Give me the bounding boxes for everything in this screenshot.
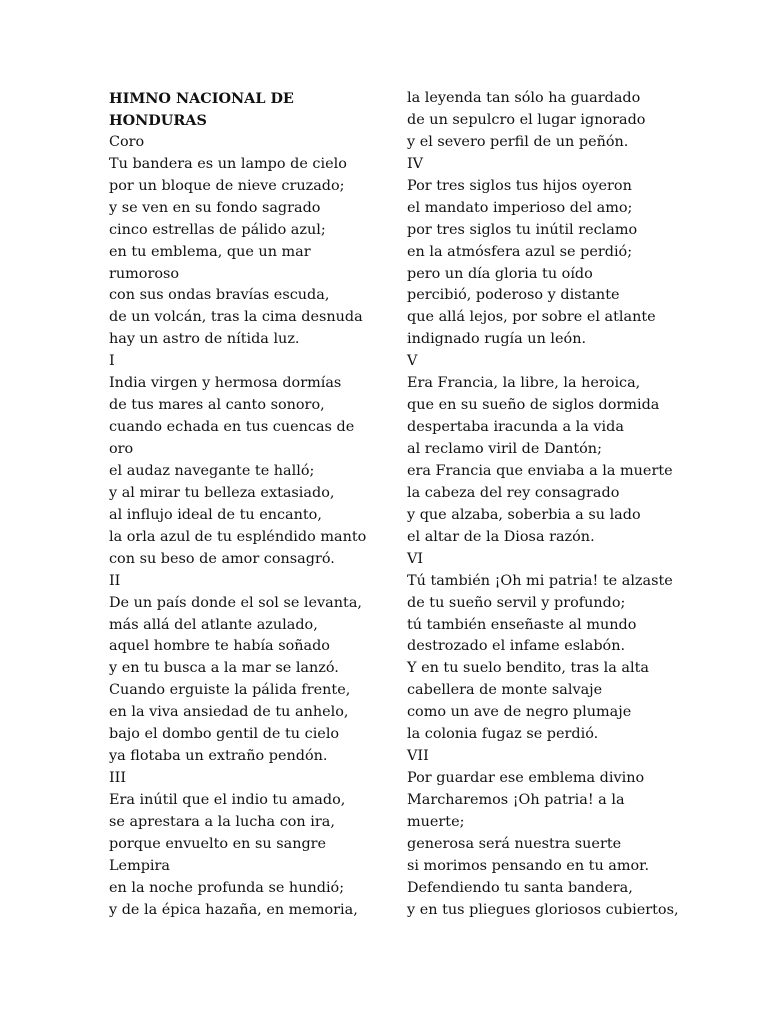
verse-line: y en tus pliegues gloriosos cubiertos, [407,901,679,918]
verse-line: al influjo ideal de tu encanto, [109,506,322,523]
verse-line: que allá lejos, por sobre el atlante [407,309,656,326]
verse-line: Cuando erguiste la pálida frente, [109,682,351,699]
verse-line: percibió, poderoso y distante [407,287,620,304]
verse-line: Y en tu suelo bendito, tras la alta [407,660,649,677]
verse-line: tú también enseñaste al mundo [407,616,637,633]
verse-line: y se ven en su fondo sagrado [109,199,321,216]
verse-line: Lempira [109,857,170,874]
verse-line: Tú también ¡Oh mi patria! te alzaste [407,572,673,589]
verse-line: y de la épica hazaña, en memoria, [109,901,358,918]
verse-line: la orla azul de tu espléndido manto [109,528,367,545]
verse-line: aquel hombre te había soñado [109,638,330,655]
verse-line: de tus mares al canto sonoro, [109,397,325,414]
verse-line: V [407,353,418,370]
verse-line: el altar de la Diosa razón. [407,528,595,545]
verse-line: la leyenda tan sólo ha guardado [407,90,641,106]
verse-line: pero un día gloria tu oído [407,265,593,282]
verse-line: y que alzaba, soberbia a su lado [407,506,641,523]
verse-line: VII [407,748,429,765]
verse-line: VI [407,550,424,567]
verse-line: rumoroso [109,265,180,282]
verse-line: cinco estrellas de pálido azul; [109,221,326,238]
verse-line: despertaba iracunda a la vida [407,419,624,436]
verse-line: como un ave de negro plumaje [407,704,632,721]
verse-line: oro [109,441,134,458]
verse-line: Defendiendo tu santa bandera, [407,879,633,896]
verse-line: si morimos pensando en tu amor. [407,857,650,874]
verse-line: Tu bandera es un lampo de cielo [109,155,347,172]
verse-line: muerte; [407,813,465,830]
verse-line: en la atmósfera azul se perdió; [407,243,633,260]
verse-line: más allá del atlante azulado, [109,616,318,633]
verse-line: y en tu busca a la mar se lanzó. [109,660,339,677]
verse-line: destrozado el infame eslabón. [407,638,626,655]
verse-line: el audaz navegante te halló; [109,462,315,479]
verse-line: el mandato imperioso del amo; [407,199,633,216]
verse-line: III [109,770,127,787]
verse-line: I [109,353,115,370]
verse-line: por un bloque de nieve cruzado; [109,177,345,194]
verse-line: se aprestara a la lucha con ira, [109,813,335,830]
verse-line: de tu sueño servil y profundo; [407,594,626,611]
verse-line: y el severo perfil de un peñón. [407,133,629,150]
verse-line: en la noche profunda se hundió; [109,879,345,896]
verse-line: era Francia que enviaba a la muerte [407,462,673,479]
verse-line: por tres siglos tu inútil reclamo [407,221,638,238]
verse-line: hay un astro de nítida luz. [109,331,300,348]
verse-line: al reclamo viril de Dantón; [407,441,602,457]
verse-line: India virgen y hermosa dormías [109,375,342,392]
verse-line: la colonia fugaz se perdió. [407,726,599,743]
right-column [407,88,679,922]
verse-line: cabellera de monte salvaje [407,682,603,699]
verse-line: porque envuelto en su sangre [109,835,327,852]
verse-line: II [109,572,121,589]
verse-line: De un país donde el sol se levanta, [109,594,362,611]
verse-line: con sus ondas bravías escuda, [109,287,330,304]
verse-line: cuando echada en tus cuencas de [109,419,355,436]
verse-line: ya flotaba un extraño pendón. [109,748,328,765]
verse-line: la cabeza del rey consagrado [407,484,620,501]
verse-line: en tu emblema, que un mar [109,243,311,260]
verse-line: Era inútil que el indio tu amado, [109,792,346,809]
verse-line: y al mirar tu belleza extasiado, [109,484,335,501]
document-title-line-1: HIMNO NACIONAL DE [109,90,294,107]
verse-line: Era Francia, la libre, la heroica, [407,375,641,392]
verse-line: Coro [109,133,145,150]
verse-line: indignado rugía un león. [407,331,587,348]
verse-line: IV [407,155,424,172]
verse-line: de un sepulcro el lugar ignorado [407,111,646,128]
verse-line: de un volcán, tras la cima desnuda [109,309,363,326]
verse-line: Por tres siglos tus hijos oyeron [407,177,632,194]
verse-line: que en su sueño de siglos dormida [407,397,660,414]
verse-line: en la viva ansiedad de tu anhelo, [109,704,349,721]
verse-line: generosa será nuestra suerte [407,835,622,852]
verse-line: con su beso de amor consagró. [109,550,335,567]
verse-line: bajo el dombo gentil de tu cielo [109,726,340,743]
verse-line: Por guardar ese emblema divino [407,770,645,787]
verse-line: Marcharemos ¡Oh patria! a la [407,792,625,808]
left-column [109,88,367,922]
document-title-line-2: HONDURAS [109,111,207,129]
